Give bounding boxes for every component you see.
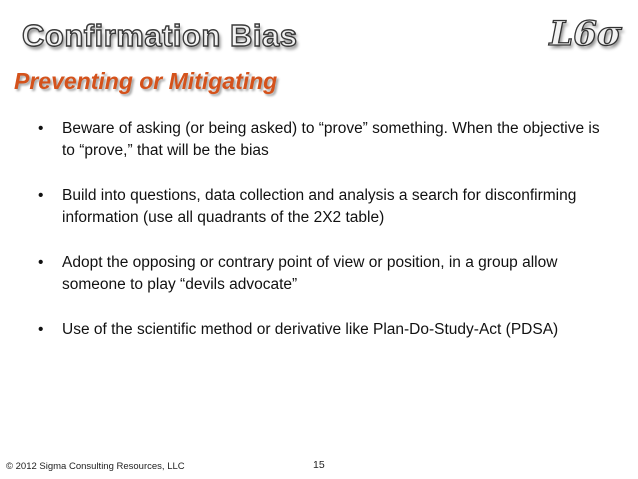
- bullet-item: [38, 319, 608, 341]
- bullet-text: Build into questions, data collection and analysis a search for disconfirming information (use all quadrants of the 2X2 table): [62, 187, 577, 226]
- bullet-item: [38, 252, 608, 296]
- bullet-text: Beware of asking (or being asked) to “prove” something. When the objective is to “prove,” that will be the bias: [62, 120, 600, 159]
- bullet-list: [38, 118, 608, 364]
- l6-sigma-logo: L6σ: [549, 14, 622, 54]
- bullet-dot-icon: •: [38, 120, 44, 137]
- bullet-text: Adopt the opposing or contrary point of view or position, in a group allow someone to play “devils advocate”: [62, 254, 558, 293]
- bullet-dot-icon: •: [38, 321, 44, 338]
- bullet-item: [38, 185, 608, 229]
- bullet-text: Use of the scientific method or derivative like Plan-Do-Study-Act (PDSA): [62, 321, 559, 338]
- slide-subtitle: Preventing or Mitigating: [14, 68, 278, 94]
- bullet-item: [38, 118, 608, 162]
- bullet-dot-icon: •: [38, 254, 44, 271]
- slide-title: Confirmation Bias: [22, 18, 298, 53]
- page-number: 15: [313, 459, 325, 471]
- footer-copyright: © 2012 Sigma Consulting Resources, LLC: [6, 461, 185, 472]
- bullet-dot-icon: •: [38, 187, 44, 204]
